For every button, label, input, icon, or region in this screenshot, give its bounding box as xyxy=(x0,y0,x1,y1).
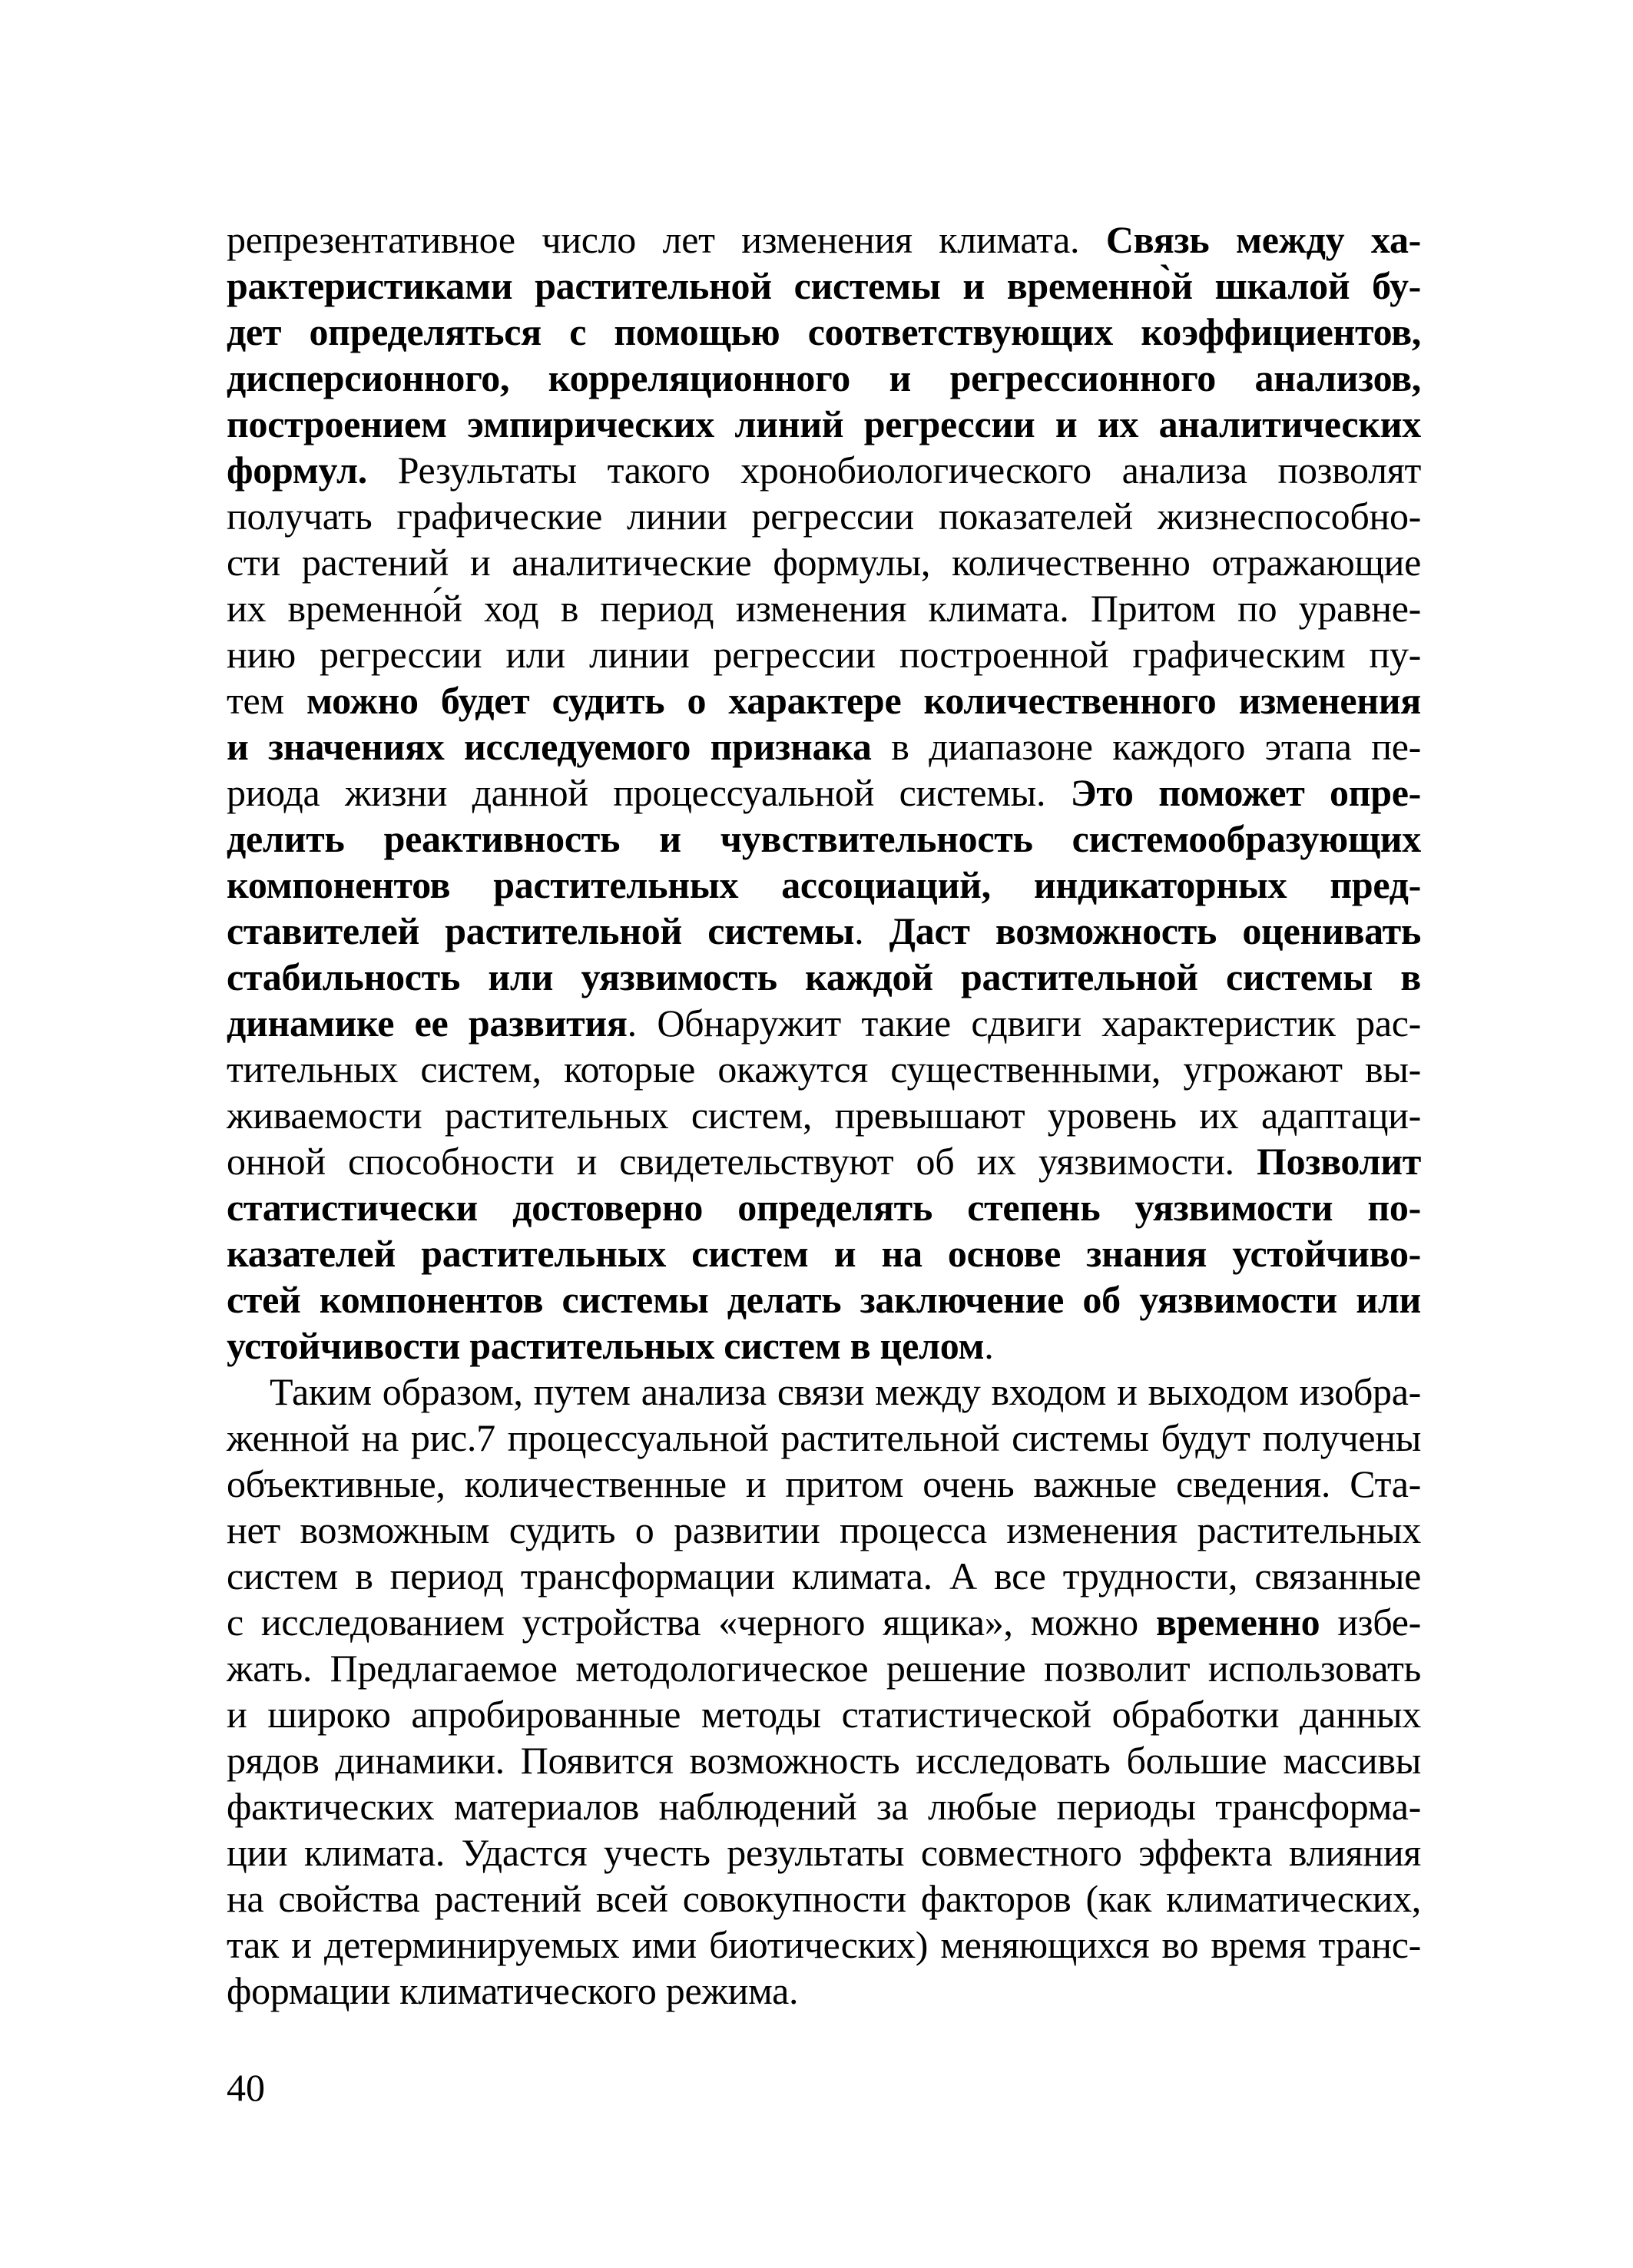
text-run: тем xyxy=(227,679,306,722)
text-line xyxy=(227,447,1421,493)
text-line xyxy=(227,770,1421,816)
text-line xyxy=(227,631,1421,677)
text-run: живаемости растительных систем, превышают уровень их адаптаци- xyxy=(227,1094,1421,1137)
text-run: формации климатического режима. xyxy=(227,1969,799,2012)
bold-text-run: можно будет судить о характере количественного изменения xyxy=(306,679,1421,722)
text-run: Результаты такого хронобиологического анализа позволят xyxy=(366,449,1421,492)
text-line xyxy=(227,1323,1421,1369)
page-number: 40 xyxy=(227,2066,265,2109)
text-run: сти растений и аналитические формулы, количественно отражающие xyxy=(227,541,1421,584)
text-run: объективные, количественные и притом очень важные сведения. Ста- xyxy=(227,1462,1421,1505)
text-run: нию регрессии или линии регрессии построенной графическим пу- xyxy=(227,633,1421,676)
text-line xyxy=(227,217,1421,263)
text-run: репрезентативное число лет изменения климата. xyxy=(227,218,1106,261)
text-run: их временно́й ход в период изменения климата. Притом по уравне- xyxy=(227,587,1421,630)
text-line xyxy=(227,1553,1421,1599)
bold-text-run: Это поможет опре- xyxy=(1070,771,1421,814)
text-line xyxy=(227,723,1421,770)
text-run: получать графические линии регрессии показателей жизнеспособно- xyxy=(227,495,1421,538)
text-line xyxy=(227,539,1421,585)
bold-text-run: казателей растительных систем и на основе знания устойчиво- xyxy=(227,1232,1421,1275)
text-line xyxy=(227,677,1421,723)
bold-text-run: статистически достоверно определять степень уязвимости по- xyxy=(227,1186,1421,1229)
text-line xyxy=(227,1369,1421,1415)
text-line xyxy=(227,1645,1421,1691)
text-run: риода жизни данной процессуальной системы. xyxy=(227,771,1071,814)
text-run: с исследованием устройства «черного ящика», можно xyxy=(227,1601,1156,1644)
text-line xyxy=(227,1046,1421,1092)
text-line xyxy=(227,1415,1421,1461)
text-line xyxy=(227,355,1421,401)
text-run: . Обнаружит такие сдвиги характеристик рас- xyxy=(627,1002,1421,1045)
text-run: женной на рис.7 процессуальной растительной системы будут получены xyxy=(227,1416,1421,1459)
bold-text-run: Связь между ха- xyxy=(1105,218,1421,261)
text-line xyxy=(227,1599,1421,1645)
text-line xyxy=(227,1507,1421,1553)
text-run: . xyxy=(984,1324,994,1367)
bold-text-run: устойчивости растительных систем в целом xyxy=(227,1324,985,1367)
bold-text-run: делить реактивность и чувствительность системообразующих xyxy=(227,817,1421,860)
bold-text-run: формул. xyxy=(227,449,367,492)
text-line xyxy=(227,1922,1421,1968)
text-run: в диапазоне каждого этапа пе- xyxy=(891,725,1422,768)
bold-text-run: Даст возможность оценивать xyxy=(889,909,1421,952)
text-line xyxy=(227,954,1421,1000)
text-line xyxy=(227,862,1421,908)
bold-text-run: временно xyxy=(1155,1601,1320,1644)
text-run: онной способности и свидетельствуют об их уязвимости. xyxy=(227,1140,1257,1183)
text-run: так и детерминируемых ими биотических) меняющихся во время транс- xyxy=(227,1923,1421,1966)
text-line xyxy=(227,1968,1421,2014)
text-line xyxy=(227,1876,1421,1922)
text-line xyxy=(227,1461,1421,1507)
text-run: нет возможным судить о развитии процесса изменения растительных xyxy=(227,1508,1421,1551)
text-run: на свойства растений всей совокупности факторов (как климатических, xyxy=(227,1877,1421,1920)
text-run: . xyxy=(854,909,889,952)
bold-text-run: компонентов растительных ассоциаций, индикаторных пред- xyxy=(227,863,1421,906)
bold-text-run: динамике ее развития xyxy=(227,1002,628,1045)
text-line xyxy=(227,401,1421,447)
text-line xyxy=(227,1829,1421,1876)
bold-text-run: рактеристиками растительной системы и временно̀й шкалой бу- xyxy=(227,264,1421,307)
text-run: жать. Предлагаемое методологическое решение позволит использовать xyxy=(227,1647,1421,1690)
text-run: тительных систем, которые окажутся существенными, угрожают вы- xyxy=(227,1048,1421,1091)
bold-text-run: Позволит xyxy=(1256,1140,1421,1183)
text-line xyxy=(227,1230,1421,1276)
text-line xyxy=(227,309,1421,355)
text-run: фактических материалов наблюдений за любые периоды трансформа- xyxy=(227,1785,1421,1828)
text-line xyxy=(227,1092,1421,1138)
bold-text-run: стей компонентов системы делать заключение об уязвимости или xyxy=(227,1278,1421,1321)
bold-text-run: стабильность или уязвимость каждой растительной системы в xyxy=(227,955,1421,998)
text-line xyxy=(227,1783,1421,1829)
text-line xyxy=(227,1691,1421,1737)
text-line xyxy=(227,263,1421,309)
text-run: рядов динамики. Появится возможность исследовать большие массивы xyxy=(227,1739,1421,1782)
text-run: избе- xyxy=(1320,1601,1421,1644)
text-line xyxy=(227,1000,1421,1046)
text-line xyxy=(227,1737,1421,1783)
text-run: и широко апробированные методы статистической обработки данных xyxy=(227,1693,1421,1736)
bold-text-run: дисперсионного, корреляционного и регрессионного анализов, xyxy=(227,356,1421,399)
text-line xyxy=(227,493,1421,539)
body-text xyxy=(227,217,1421,2014)
text-line xyxy=(227,1276,1421,1323)
text-run: Таким образом, путем анализа связи между входом и выходом изобра- xyxy=(270,1370,1421,1413)
text-run: систем в период трансформации климата. А все трудности, связанные xyxy=(227,1554,1421,1598)
text-line xyxy=(227,908,1421,954)
bold-text-run: дет определяться с помощью соответствующих коэффициентов, xyxy=(227,310,1421,353)
bold-text-run: построением эмпирических линий регрессии и их аналитических xyxy=(227,402,1421,445)
text-line xyxy=(227,1184,1421,1230)
bold-text-run: ставителей растительной системы xyxy=(227,909,855,952)
text-run: ции климата. Удастся учесть результаты совместного эффекта влияния xyxy=(227,1831,1421,1874)
text-line xyxy=(227,1138,1421,1184)
text-line xyxy=(227,585,1421,631)
bold-text-run: и значениях исследуемого признака xyxy=(227,725,892,768)
text-line xyxy=(227,816,1421,862)
